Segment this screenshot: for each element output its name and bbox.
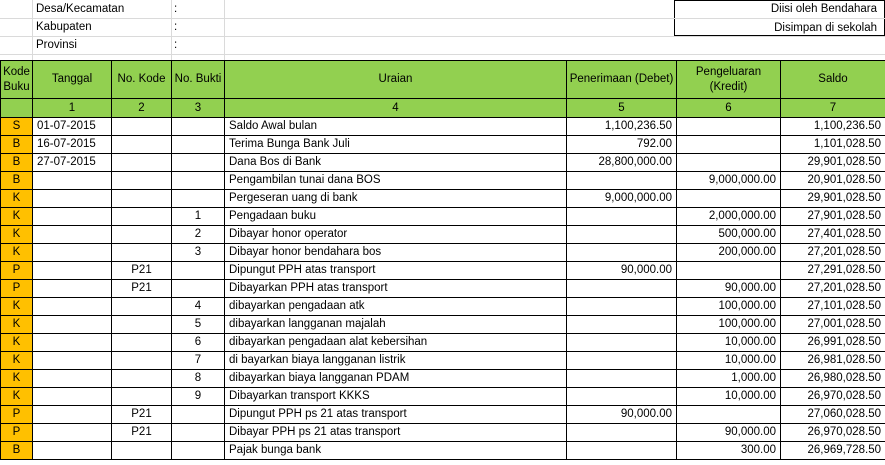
- uraian-cell[interactable]: dibayarkan biaya langganan PDAM: [225, 370, 567, 388]
- col-number[interactable]: 3: [172, 99, 225, 118]
- penerimaan-cell[interactable]: [567, 172, 677, 190]
- saldo-cell[interactable]: 26,980,028.50: [781, 370, 885, 388]
- kode-cell[interactable]: B: [1, 172, 33, 190]
- saldo-cell[interactable]: 27,901,028.50: [781, 208, 885, 226]
- no-bukti-cell[interactable]: [172, 118, 225, 136]
- tanggal-cell[interactable]: [33, 244, 112, 262]
- tanggal-cell[interactable]: [33, 208, 112, 226]
- pengeluaran-cell[interactable]: [677, 406, 781, 424]
- info-sep: :: [174, 21, 178, 33]
- no-kode-cell[interactable]: [112, 154, 172, 172]
- no-kode-cell[interactable]: [112, 172, 172, 190]
- uraian-cell[interactable]: Dipungut PPH ps 21 atas transport: [225, 406, 567, 424]
- note-disimpan[interactable]: Disimpan di sekolah: [674, 18, 885, 37]
- penerimaan-cell[interactable]: 90,000.00: [567, 262, 677, 280]
- pengeluaran-cell[interactable]: 90,000.00: [677, 424, 781, 442]
- pengeluaran-cell[interactable]: 2,000,000.00: [677, 208, 781, 226]
- penerimaan-cell[interactable]: [567, 208, 677, 226]
- uraian-cell[interactable]: dibayarkan pengadaan atk: [225, 298, 567, 316]
- info-label-desa[interactable]: Desa/Kecamatan: [36, 3, 125, 15]
- kode-cell[interactable]: K: [1, 208, 33, 226]
- penerimaan-cell[interactable]: [567, 334, 677, 352]
- saldo-cell[interactable]: 27,101,028.50: [781, 298, 885, 316]
- uraian-cell[interactable]: Saldo Awal bulan: [225, 118, 567, 136]
- kode-cell[interactable]: K: [1, 370, 33, 388]
- no-kode-cell[interactable]: [112, 244, 172, 262]
- no-kode-cell[interactable]: [112, 370, 172, 388]
- header-row: [1, 61, 885, 99]
- kode-cell[interactable]: K: [1, 388, 33, 406]
- saldo-cell[interactable]: 29,901,028.50: [781, 154, 885, 172]
- tanggal-cell[interactable]: [33, 316, 112, 334]
- uraian-cell[interactable]: dibayarkan langganan majalah: [225, 316, 567, 334]
- tanggal-cell[interactable]: 27-07-2015: [33, 154, 112, 172]
- penerimaan-cell[interactable]: 792.00: [567, 136, 677, 154]
- table-row: [1, 370, 885, 388]
- saldo-cell[interactable]: 29,901,028.50: [781, 190, 885, 208]
- kode-cell[interactable]: B: [1, 136, 33, 154]
- table-row: [1, 424, 885, 442]
- info-sep: :: [174, 39, 178, 51]
- no-kode-cell[interactable]: [112, 208, 172, 226]
- no-bukti-cell[interactable]: [172, 154, 225, 172]
- no-kode-cell[interactable]: [112, 442, 172, 460]
- tanggal-cell[interactable]: [33, 388, 112, 406]
- penerimaan-cell[interactable]: [567, 298, 677, 316]
- tanggal-cell[interactable]: [33, 406, 112, 424]
- no-bukti-cell[interactable]: [172, 262, 225, 280]
- tanggal-cell[interactable]: [33, 370, 112, 388]
- no-kode-cell[interactable]: P21: [112, 424, 172, 442]
- no-bukti-cell[interactable]: [172, 136, 225, 154]
- kode-cell[interactable]: K: [1, 298, 33, 316]
- table-row: [1, 154, 885, 172]
- penerimaan-cell[interactable]: [567, 352, 677, 370]
- pengeluaran-cell[interactable]: [677, 136, 781, 154]
- kode-cell[interactable]: P: [1, 262, 33, 280]
- kode-cell[interactable]: P: [1, 424, 33, 442]
- uraian-cell[interactable]: Pengadaan buku: [225, 208, 567, 226]
- no-kode-cell[interactable]: P21: [112, 406, 172, 424]
- saldo-cell[interactable]: 26,991,028.50: [781, 334, 885, 352]
- no-kode-cell[interactable]: P21: [112, 262, 172, 280]
- uraian-cell[interactable]: Dibayarkan PPH atas transport: [225, 280, 567, 298]
- info-label-provinsi[interactable]: Provinsi: [36, 39, 77, 51]
- pengeluaran-cell[interactable]: 300.00: [677, 442, 781, 460]
- penerimaan-cell[interactable]: 9,000,000.00: [567, 190, 677, 208]
- no-kode-cell[interactable]: [112, 316, 172, 334]
- kode-cell[interactable]: K: [1, 244, 33, 262]
- header-penerimaan[interactable]: Penerimaan (Debet): [567, 61, 677, 99]
- column-number-row: [1, 99, 885, 118]
- saldo-cell[interactable]: 27,001,028.50: [781, 316, 885, 334]
- kode-cell[interactable]: P: [1, 280, 33, 298]
- info-label-kabupaten[interactable]: Kabupaten: [36, 21, 92, 33]
- table-row: [1, 352, 885, 370]
- no-bukti-cell[interactable]: 5: [172, 316, 225, 334]
- tanggal-cell[interactable]: [33, 334, 112, 352]
- gridline: [171, 0, 172, 60]
- table-row: [1, 334, 885, 352]
- uraian-cell[interactable]: Pergeseran uang di bank: [225, 190, 567, 208]
- saldo-cell[interactable]: 26,970,028.50: [781, 424, 885, 442]
- tanggal-cell[interactable]: [33, 190, 112, 208]
- table-row: [1, 118, 885, 136]
- saldo-cell[interactable]: 26,981,028.50: [781, 352, 885, 370]
- no-bukti-cell[interactable]: [172, 190, 225, 208]
- penerimaan-cell[interactable]: [567, 442, 677, 460]
- pengeluaran-cell[interactable]: 10,000.00: [677, 388, 781, 406]
- saldo-cell[interactable]: 20,901,028.50: [781, 172, 885, 190]
- col-number-blank[interactable]: [1, 99, 33, 118]
- uraian-cell[interactable]: Pengambilan tunai dana BOS: [225, 172, 567, 190]
- table-row: [1, 280, 885, 298]
- uraian-cell[interactable]: Dipungut PPH atas transport: [225, 262, 567, 280]
- no-bukti-cell[interactable]: 8: [172, 370, 225, 388]
- kode-cell[interactable]: S: [1, 118, 33, 136]
- table-row: [1, 262, 885, 280]
- penerimaan-cell[interactable]: [567, 388, 677, 406]
- no-bukti-cell[interactable]: [172, 172, 225, 190]
- penerimaan-cell[interactable]: 28,800,000.00: [567, 154, 677, 172]
- saldo-cell[interactable]: 27,201,028.50: [781, 244, 885, 262]
- note-diisi[interactable]: Diisi oleh Bendahara: [770, 3, 877, 15]
- table-row: [1, 208, 885, 226]
- pengeluaran-cell[interactable]: 9,000,000.00: [677, 172, 781, 190]
- penerimaan-cell[interactable]: [567, 226, 677, 244]
- penerimaan-cell[interactable]: 1,100,236.50: [567, 118, 677, 136]
- kode-cell[interactable]: K: [1, 334, 33, 352]
- uraian-cell[interactable]: di bayarkan biaya langganan listrik: [225, 352, 567, 370]
- saldo-cell[interactable]: 26,970,028.50: [781, 388, 885, 406]
- pengeluaran-cell[interactable]: 200,000.00: [677, 244, 781, 262]
- no-bukti-cell[interactable]: 1: [172, 208, 225, 226]
- info-row: [0, 36, 885, 55]
- col-number[interactable]: 5: [567, 99, 677, 118]
- saldo-cell[interactable]: 27,401,028.50: [781, 226, 885, 244]
- col-number[interactable]: 4: [225, 99, 567, 118]
- tanggal-cell[interactable]: 16-07-2015: [33, 136, 112, 154]
- col-number[interactable]: 6: [677, 99, 781, 118]
- no-kode-cell[interactable]: P21: [112, 280, 172, 298]
- pengeluaran-cell[interactable]: 500,000.00: [677, 226, 781, 244]
- no-bukti-cell[interactable]: [172, 280, 225, 298]
- gridline: [32, 0, 33, 60]
- no-kode-cell[interactable]: [112, 136, 172, 154]
- header-no-kode[interactable]: No. Kode: [112, 61, 172, 99]
- uraian-cell[interactable]: Dibayar PPH ps 21 atas transport: [225, 424, 567, 442]
- table-row: [1, 388, 885, 406]
- pengeluaran-cell[interactable]: 100,000.00: [677, 298, 781, 316]
- table-row: [1, 406, 885, 424]
- no-kode-cell[interactable]: [112, 388, 172, 406]
- header-tanggal[interactable]: Tanggal: [33, 61, 112, 99]
- penerimaan-cell[interactable]: 90,000.00: [567, 406, 677, 424]
- no-kode-cell[interactable]: [112, 352, 172, 370]
- uraian-cell[interactable]: Terima Bunga Bank Juli: [225, 136, 567, 154]
- col-number[interactable]: 7: [781, 99, 885, 118]
- info-sep: :: [174, 3, 178, 15]
- kode-cell[interactable]: B: [1, 154, 33, 172]
- tanggal-cell[interactable]: [33, 172, 112, 190]
- kode-cell[interactable]: K: [1, 190, 33, 208]
- penerimaan-cell[interactable]: [567, 244, 677, 262]
- table-row: [1, 442, 885, 460]
- penerimaan-cell[interactable]: [567, 316, 677, 334]
- col-number[interactable]: 1: [33, 99, 112, 118]
- table-row: [1, 244, 885, 262]
- header-kode-buku[interactable]: Kode Buku: [1, 61, 33, 99]
- uraian-cell[interactable]: Dibayar honor bendahara bos: [225, 244, 567, 262]
- no-bukti-cell[interactable]: [172, 406, 225, 424]
- gridline: [224, 0, 225, 60]
- pengeluaran-cell[interactable]: 100,000.00: [677, 316, 781, 334]
- no-bukti-cell[interactable]: [172, 424, 225, 442]
- kode-cell[interactable]: K: [1, 316, 33, 334]
- no-bukti-cell[interactable]: [172, 442, 225, 460]
- no-kode-cell[interactable]: [112, 298, 172, 316]
- pengeluaran-cell[interactable]: [677, 190, 781, 208]
- kode-cell[interactable]: B: [1, 442, 33, 460]
- no-bukti-cell[interactable]: 7: [172, 352, 225, 370]
- saldo-cell[interactable]: 27,201,028.50: [781, 280, 885, 298]
- no-kode-cell[interactable]: [112, 190, 172, 208]
- saldo-cell[interactable]: 26,969,728.50: [781, 442, 885, 460]
- header-no-bukti[interactable]: No. Bukti: [172, 61, 225, 99]
- penerimaan-cell[interactable]: [567, 370, 677, 388]
- header-pengeluaran[interactable]: Pengeluaran (Kredit): [677, 61, 781, 99]
- table-row: [1, 298, 885, 316]
- tanggal-cell[interactable]: [33, 442, 112, 460]
- no-bukti-cell[interactable]: 2: [172, 226, 225, 244]
- tanggal-cell[interactable]: [33, 226, 112, 244]
- uraian-cell[interactable]: dibayarkan pengadaan alat kebersihan: [225, 334, 567, 352]
- no-bukti-cell[interactable]: 3: [172, 244, 225, 262]
- kode-cell[interactable]: K: [1, 226, 33, 244]
- table-row: [1, 226, 885, 244]
- saldo-cell[interactable]: 1,100,236.50: [781, 118, 885, 136]
- saldo-cell[interactable]: 27,291,028.50: [781, 262, 885, 280]
- penerimaan-cell[interactable]: [567, 280, 677, 298]
- pengeluaran-cell[interactable]: [677, 154, 781, 172]
- header-uraian[interactable]: Uraian: [225, 61, 567, 99]
- pengeluaran-cell[interactable]: 10,000.00: [677, 334, 781, 352]
- no-bukti-cell[interactable]: 9: [172, 388, 225, 406]
- uraian-cell[interactable]: Dana Bos di Bank: [225, 154, 567, 172]
- kode-cell[interactable]: K: [1, 352, 33, 370]
- saldo-cell[interactable]: 27,060,028.50: [781, 406, 885, 424]
- no-kode-cell[interactable]: [112, 226, 172, 244]
- kode-cell[interactable]: P: [1, 406, 33, 424]
- tanggal-cell[interactable]: [33, 262, 112, 280]
- tanggal-cell[interactable]: [33, 352, 112, 370]
- saldo-cell[interactable]: 1,101,028.50: [781, 136, 885, 154]
- tanggal-cell[interactable]: [33, 280, 112, 298]
- no-kode-cell[interactable]: [112, 118, 172, 136]
- pengeluaran-cell[interactable]: 10,000.00: [677, 352, 781, 370]
- pengeluaran-cell[interactable]: [677, 118, 781, 136]
- tanggal-cell[interactable]: 01-07-2015: [33, 118, 112, 136]
- no-bukti-cell[interactable]: 4: [172, 298, 225, 316]
- pengeluaran-cell[interactable]: [677, 262, 781, 280]
- table-row: [1, 136, 885, 154]
- no-kode-cell[interactable]: [112, 334, 172, 352]
- uraian-cell[interactable]: Pajak bunga bank: [225, 442, 567, 460]
- uraian-cell[interactable]: Dibayar honor operator: [225, 226, 567, 244]
- uraian-cell[interactable]: Dibayarkan transport KKKS: [225, 388, 567, 406]
- tanggal-cell[interactable]: [33, 424, 112, 442]
- header-saldo[interactable]: Saldo: [781, 61, 885, 99]
- pengeluaran-cell[interactable]: 90,000.00: [677, 280, 781, 298]
- pengeluaran-cell[interactable]: 1,000.00: [677, 370, 781, 388]
- table-row: [1, 316, 885, 334]
- ledger-table: [0, 60, 885, 460]
- tanggal-cell[interactable]: [33, 298, 112, 316]
- penerimaan-cell[interactable]: [567, 424, 677, 442]
- col-number[interactable]: 2: [112, 99, 172, 118]
- no-bukti-cell[interactable]: 6: [172, 334, 225, 352]
- table-row: [1, 190, 885, 208]
- table-row: [1, 172, 885, 190]
